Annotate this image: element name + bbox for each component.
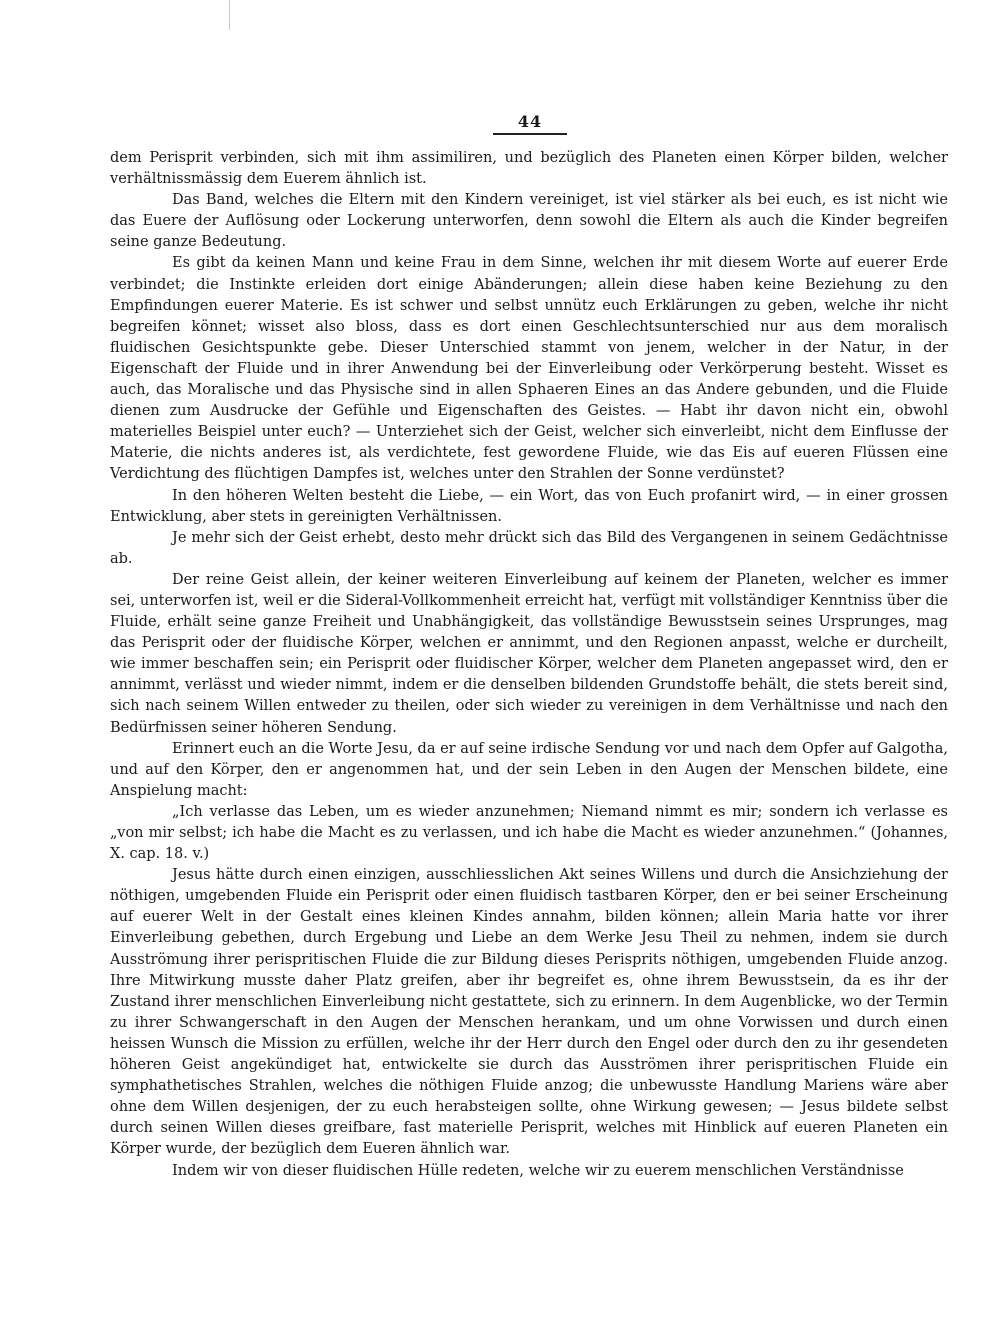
paragraph: Je mehr sich der Geist erhebt, desto mehr drückt sich das Bild des Vergangenen in seinem Gedächtnisse ab. <box>110 529 948 567</box>
paragraph: Erinnert euch an die Worte Jesu, da er auf seine irdische Sendung vor und nach dem Opfer auf Galgotha, und auf den Körper, den er angenommen hat, und der sein Leben in den Augen der Menschen bildete, eine Anspielung macht: <box>110 740 948 799</box>
paragraph: dem Perisprit verbinden, sich mit ihm assimiliren, und bezüglich des Planeten einen Körper bilden, welcher verhältnissmässig dem Euerem ähnlich ist. <box>110 150 948 188</box>
scan-margin-mark <box>229 0 230 30</box>
page-number: 44 <box>517 112 543 131</box>
paragraph: Indem wir von dieser fluidischen Hülle redeten, welche wir zu euerem menschlichen Verständnisse <box>172 1162 904 1179</box>
paragraph: Es gibt da keinen Mann und keine Frau in dem Sinne, welchen ihr mit diesem Worte auf euerer Erde verbindet; die Instinkte erleiden dort einige Abänderungen; allein diese haben keine Beziehung zu den Empfindungen euerer Materie. Es ist schwer und selbst unnütz euch Erklärungen zu geben, welche ihr nicht begreifen könnet; wisset also bloss, dass es dort einen Geschlechtsunterschied nur aus dem moralisch fluidischen Gesichtspunkte gebe. Dieser Unterschied stammt von jenem, welcher in der Natur, in der Eigenschaft der Fluide und in ihrer Anwendung bei der Einverleibung oder Verkörperung besteht. Wisset es auch, das Moralische und das Physische sind in allen Sphaeren Eines an das Andere gebunden, und die Fluide dienen zum Ausdrucke der Gefühle und Eigenschaften des Geistes. — Habt ihr davon nicht ein, obwohl materielles Beispiel unter euch? — Unterziehet sich der Geist, welcher sich einverleibt, nicht dem Einflusse der Materie, die nichts anderes ist, als verdichtete, fest gewordene Fluide, wie das Eis auf eueren Flüssen eine Verdichtung des flüchtigen Dampfes ist, welches unter den Strahlen der Sonne verdünstet? <box>110 255 948 483</box>
paragraph: Das Band, welches die Eltern mit den Kindern vereiniget, ist viel stärker als bei euch, es ist nicht wie das Euere der Auflösung oder Lockerung unterworfen, denn sowohl die Eltern als auch die Kinder begreifen seine ganze Bedeutung. <box>110 192 948 251</box>
quotation: „Ich verlasse das Leben, um es wieder anzunehmen; Niemand nimmt es mir; sondern ich verlasse es „von mir selbst; ich habe die Macht es zu verlassen, und ich habe die Macht es wieder anzunehmen.“ (Johannes, X. cap. 18. v.) <box>110 803 948 863</box>
body-text <box>110 148 948 1182</box>
page-header <box>490 112 570 135</box>
header-rule <box>493 133 567 135</box>
paragraph: Der reine Geist allein, der keiner weiteren Einverleibung auf keinem der Planeten, welcher es immer sei, unterworfen ist, weil er die Sideral-Vollkommenheit erreicht hat, verfügt mit vollständiger Kenntniss über die Fluide, erhält seine ganze Freiheit und Unabhängigkeit, das vollständige Bewusstsein seines Ursprunges, mag das Perisprit oder der fluidische Körper, welchen er annimmt, und den Regionen anpasst, welche er durcheilt, wie immer beschaffen sein; ein Perisprit oder fluidischer Körper, welcher dem Planeten angepasset wird, den er annimmt, verlässt und wieder nimmt, indem er die denselben bildenden Grundstoffe behält, die stets bereit sind, sich nach seinem Willen entweder zu theilen, oder sich wieder zu vereinigen in dem Verhältnisse und nach den Bedürfnissen seiner höheren Sendung. <box>110 571 948 736</box>
paragraph: Jesus hätte durch einen einzigen, ausschliesslichen Akt seines Willens und durch die Ansichziehung der nöthigen, umgebenden Fluide ein Perisprit oder einen fluidisch tastbaren Körper, den er bei seiner Erscheinung auf euerer Welt in der Gestalt eines kleinen Kindes annahm, bilden können; allein Maria hatte vor ihrer Einverleibung gebethen, durch Ergebung und Liebe an dem Werke Jesu Theil zu nehmen, indem sie durch Ausströmung ihrer perispritischen Fluide die zur Bildung dieses Perisprits nöthigen, umgebenden Fluide anzog. Ihre Mitwirkung musste daher Platz greifen, aber ihr begreifet es, ohne ihrem Bewusstsein, da es ihr der Zustand ihrer menschlichen Einverleibung nicht gestattete, sich zu erinnern. In dem Augenblicke, wo der Termin zu ihrer Schwangerschaft in den Augen der Menschen herankam, und um ohne Vorwissen und durch einen heissen Wunsch die Mission zu erfüllen, welche ihr der Herr durch den Engel oder durch den zu ihr gesendeten höheren Geist angekündiget hat, entwickelte sie durch das Ausströmen ihrer perispritischen Fluide ein symphathetisches Strahlen, welches die nöthigen Fluide anzog; die unbewusste Handlung Mariens wäre aber ohne dem Willen desjenigen, der zu euch herabsteigen sollte, ohne Wirkung gewesen; — Jesus bildete selbst durch seinen Willen dieses greifbare, fast materielle Perisprit, welches mit Hinblick auf eueren Planeten ein Körper wurde, der bezüglich dem Eueren ähnlich war. <box>110 867 948 1158</box>
paragraph: In den höheren Welten besteht die Liebe, — ein Wort, das von Euch profanirt wird, — in einer grossen Entwicklung, aber stets in gereinigten Verhältnissen. <box>110 487 948 525</box>
